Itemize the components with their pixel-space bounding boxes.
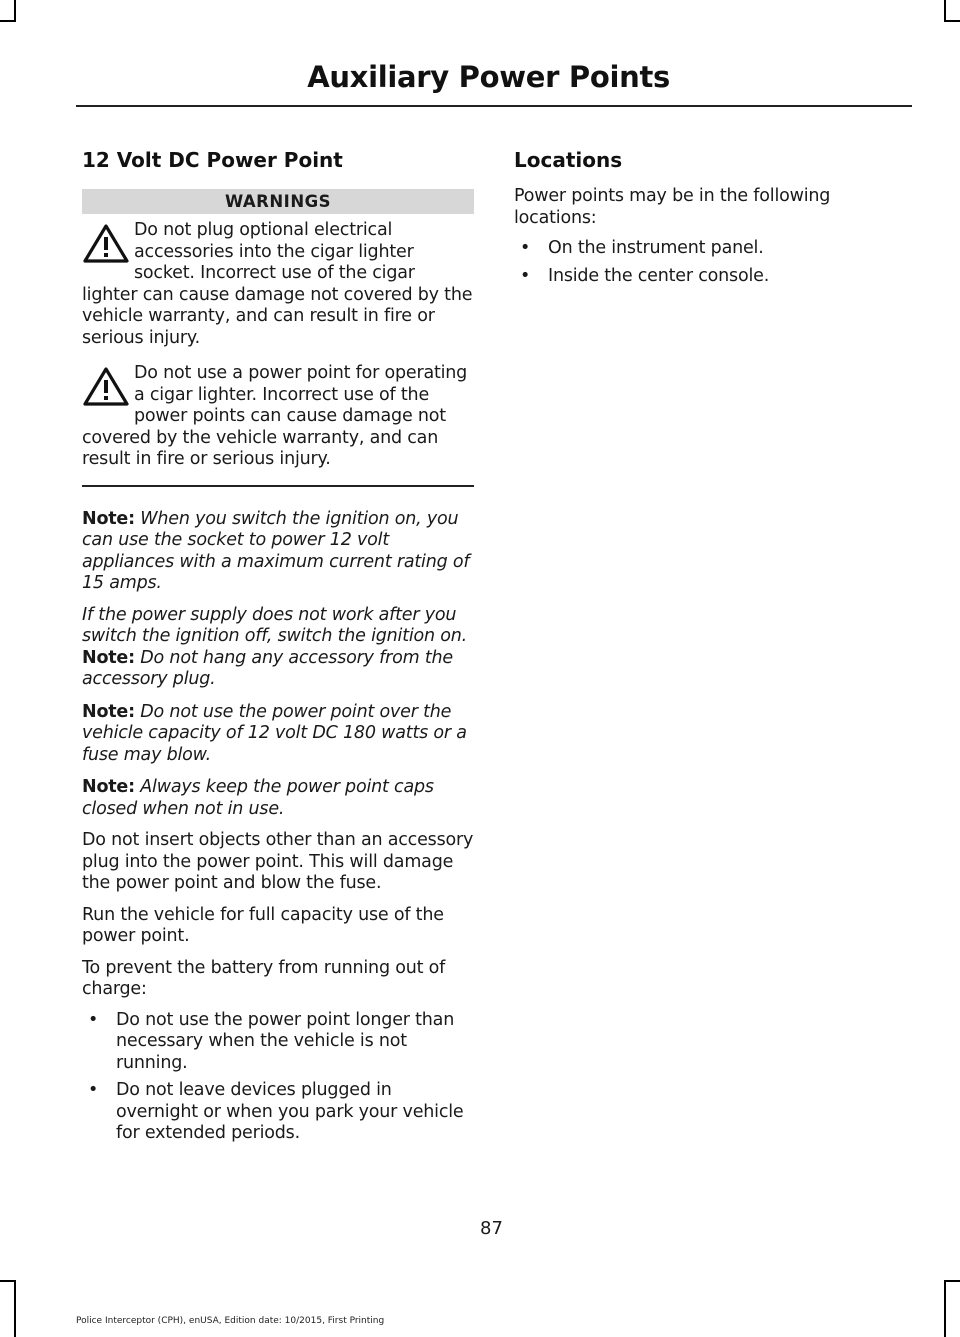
body-paragraph: To prevent the battery from running out of charge: xyxy=(82,957,446,999)
warnings-end-rule xyxy=(82,485,474,487)
crop-mark-bottom-left-v xyxy=(14,1280,16,1337)
crop-mark-top-left-v xyxy=(14,0,16,22)
bullet-mark: • xyxy=(520,238,531,258)
note-text: Do not hang any accessory from the accessory plug. xyxy=(82,647,453,689)
warning-block xyxy=(82,220,474,349)
warning-triangle-icon xyxy=(82,366,130,408)
crop-mark-bottom-right-h xyxy=(944,1280,960,1282)
page-number: 87 xyxy=(480,1218,503,1239)
list-item xyxy=(514,238,914,260)
note-label: Note: xyxy=(82,508,135,529)
list-item-text: Inside the center console. xyxy=(548,265,770,286)
bullet-mark: • xyxy=(88,1080,99,1100)
note-label: Note: xyxy=(82,701,135,722)
locations-list xyxy=(514,238,914,287)
header-rule xyxy=(76,105,912,107)
body-paragraph: Run the vehicle for full capacity use of the power point. xyxy=(82,904,444,946)
warnings-bar: WARNINGS xyxy=(82,189,474,214)
crop-mark-top-left-h xyxy=(0,20,16,22)
crop-mark-bottom-right-v xyxy=(944,1280,946,1337)
note-paragraph xyxy=(82,702,474,767)
warning-block xyxy=(82,363,474,471)
battery-tips-list xyxy=(82,1010,474,1145)
note-text: Always keep the power point caps closed when not in use. xyxy=(82,777,434,819)
section-heading-locations: Locations xyxy=(514,148,623,172)
list-item xyxy=(514,266,914,288)
body-paragraph: Do not insert objects other than an accessory plug into the power point. This will damage the power point and blow the fuse. xyxy=(82,830,474,893)
note-paragraph xyxy=(82,777,474,820)
bullet-mark: • xyxy=(520,265,531,286)
note-paragraph xyxy=(82,509,474,595)
list-item xyxy=(82,1080,474,1145)
list-item-text: Do not leave devices plugged in overnight or when you park your vehicle for extended periods. xyxy=(116,1080,464,1143)
list-item-text: On the instrument panel. xyxy=(548,238,764,258)
warning-text: Do not use a power point for operating a cigar lighter. Incorrect use of the power points can cause damage not covered by the vehicle warranty, and can result in fire or serious injury. xyxy=(82,363,468,469)
locations-intro: Power points may be in the following locations: xyxy=(514,186,831,228)
note-label: Note: xyxy=(82,777,135,797)
note-text: When you switch the ignition on, you can use the socket to power 12 volt appliances with a maximum current rating of 15 amps. xyxy=(82,508,470,593)
list-item-text: Do not use the power point longer than necessary when the vehicle is not running. xyxy=(116,1009,455,1073)
list-item xyxy=(82,1010,474,1075)
crop-mark-top-right-h xyxy=(944,20,960,22)
note-paragraph xyxy=(82,648,474,691)
left-column xyxy=(82,145,474,1145)
page-header-title: Auxiliary Power Points xyxy=(307,60,670,94)
footer-edition-text: Police Interceptor (CPH), enUSA, Edition date: 10/2015, First Printing xyxy=(76,1316,385,1326)
warning-triangle-icon xyxy=(82,223,130,265)
crop-mark-top-right-v xyxy=(944,0,946,22)
note-text: Do not use the power point over the vehicle capacity of 12 volt DC 180 watts or a fuse may blow. xyxy=(82,701,467,765)
crop-mark-bottom-left-h xyxy=(0,1280,16,1282)
section-heading-12v: 12 Volt DC Power Point xyxy=(82,148,343,172)
warning-text: Do not plug optional electrical accessories into the cigar lighter socket. Incorrect use of the cigar lighter can cause damage not covered by the vehicle warranty, and can result in fire or serious injury. xyxy=(82,220,473,348)
bullet-mark: • xyxy=(88,1009,99,1030)
right-column xyxy=(514,145,914,287)
note-label: Note: xyxy=(82,647,135,668)
italic-paragraph: If the power supply does not work after you switch the ignition off, switch the ignition on. xyxy=(82,604,468,646)
